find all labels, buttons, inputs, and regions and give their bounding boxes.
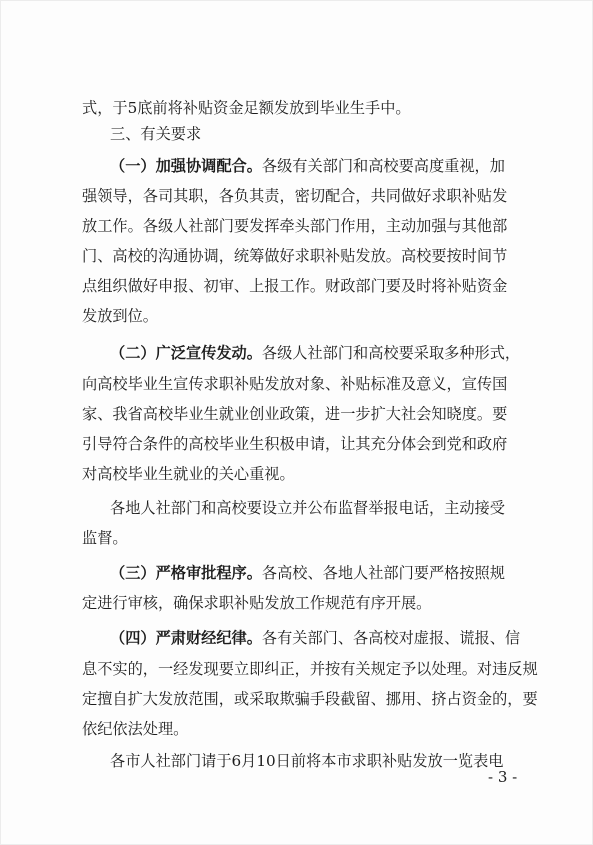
line-text: 各有关部门、各高校对虚报、谎报、信: [261, 629, 521, 647]
line-text: 强领导，各司其职，各负其责，密切配合，共同做好求职补贴发: [82, 187, 508, 205]
line-text: 监督。: [82, 529, 128, 547]
line-text: 点组织做好申报、初审、上报工作。财政部门要及时将补贴资金: [82, 277, 508, 295]
line-text: 放工作。各级人社部门要发挥牵头部门作用，主动加强与其他部: [82, 217, 508, 235]
line-text: 门、高校的沟通协调，统筹做好求职补贴发放。高校要按时间节: [82, 247, 508, 265]
text-line-11: [82, 401, 507, 427]
line-text: 向高校毕业生宣传求职补贴发放对象、补贴标准及意义，宣传国: [82, 375, 508, 393]
line-text: 式，于5底前将补贴资金足额发放到毕业生手中。: [82, 99, 411, 117]
line-text: 依纪依法处理。: [82, 720, 189, 738]
line-text: 引导符合条件的高校毕业生积极申请，让其充分体会到党和政府: [82, 435, 508, 453]
line-text: 息不实的，一经发现要立即纠正，并按有关规定予以处理。对违反规: [82, 660, 538, 678]
line-text: 各地人社部门和高校要设立并公布监督举报电话，主动接受: [110, 499, 505, 517]
bold-heading: （一）加强协调配合。: [110, 157, 262, 175]
text-line-19: [82, 656, 538, 682]
text-line-14: [110, 495, 505, 521]
text-line-5: [82, 213, 507, 239]
section-heading: [110, 121, 201, 147]
bold-heading: （二）广泛宣传发动。: [110, 344, 262, 362]
text-line-17: [82, 590, 431, 616]
line-text: 各高校、各地人社部门要严格按照规: [261, 564, 505, 582]
line-text: 对高校毕业生就业的关心重视。: [82, 465, 295, 483]
line-text: 发放到位。: [82, 307, 158, 325]
page-number: - 3 -: [488, 768, 518, 786]
text-line-8: [82, 303, 158, 329]
text-line-6: [82, 243, 507, 269]
text-line-10: [82, 371, 507, 397]
line-text: 家、我省高校毕业生就业创业政策，进一步扩大社会知晓度。要: [82, 405, 508, 423]
line-text: 各级人社部门和高校要采取多种形式，: [261, 344, 521, 362]
text-line-7: [82, 273, 507, 299]
paragraph-approval-start: [110, 560, 505, 586]
text-line-1: [82, 95, 411, 121]
text-line-12: [82, 431, 507, 457]
paragraph-coordination-start: [110, 153, 505, 179]
text-line-4: [82, 183, 507, 209]
section-heading-text: 三、有关要求: [110, 125, 202, 143]
paragraph-discipline-start: [110, 625, 520, 651]
line-text: 定进行审核，确保求职补贴发放工作规范有序开展。: [82, 594, 432, 612]
line-text: 各市人社部门请于6月10日前将本市求职补贴发放一览表电: [110, 752, 504, 770]
bold-heading: （四）严肃财经纪律。: [110, 629, 262, 647]
line-text: 定擅自扩大发放范围，或采取欺骗手段截留、挪用、挤占资金的，要: [82, 690, 538, 708]
line-text: 各级有关部门和高校要高度重视，加: [261, 157, 505, 175]
text-line-20: [82, 686, 538, 712]
text-line-21: [82, 716, 188, 742]
text-line-13: [82, 461, 295, 487]
text-line-15: [82, 525, 128, 551]
text-line-22: [110, 748, 504, 774]
paragraph-publicity-start: [110, 340, 520, 366]
bold-heading: （三）严格审批程序。: [110, 564, 262, 582]
